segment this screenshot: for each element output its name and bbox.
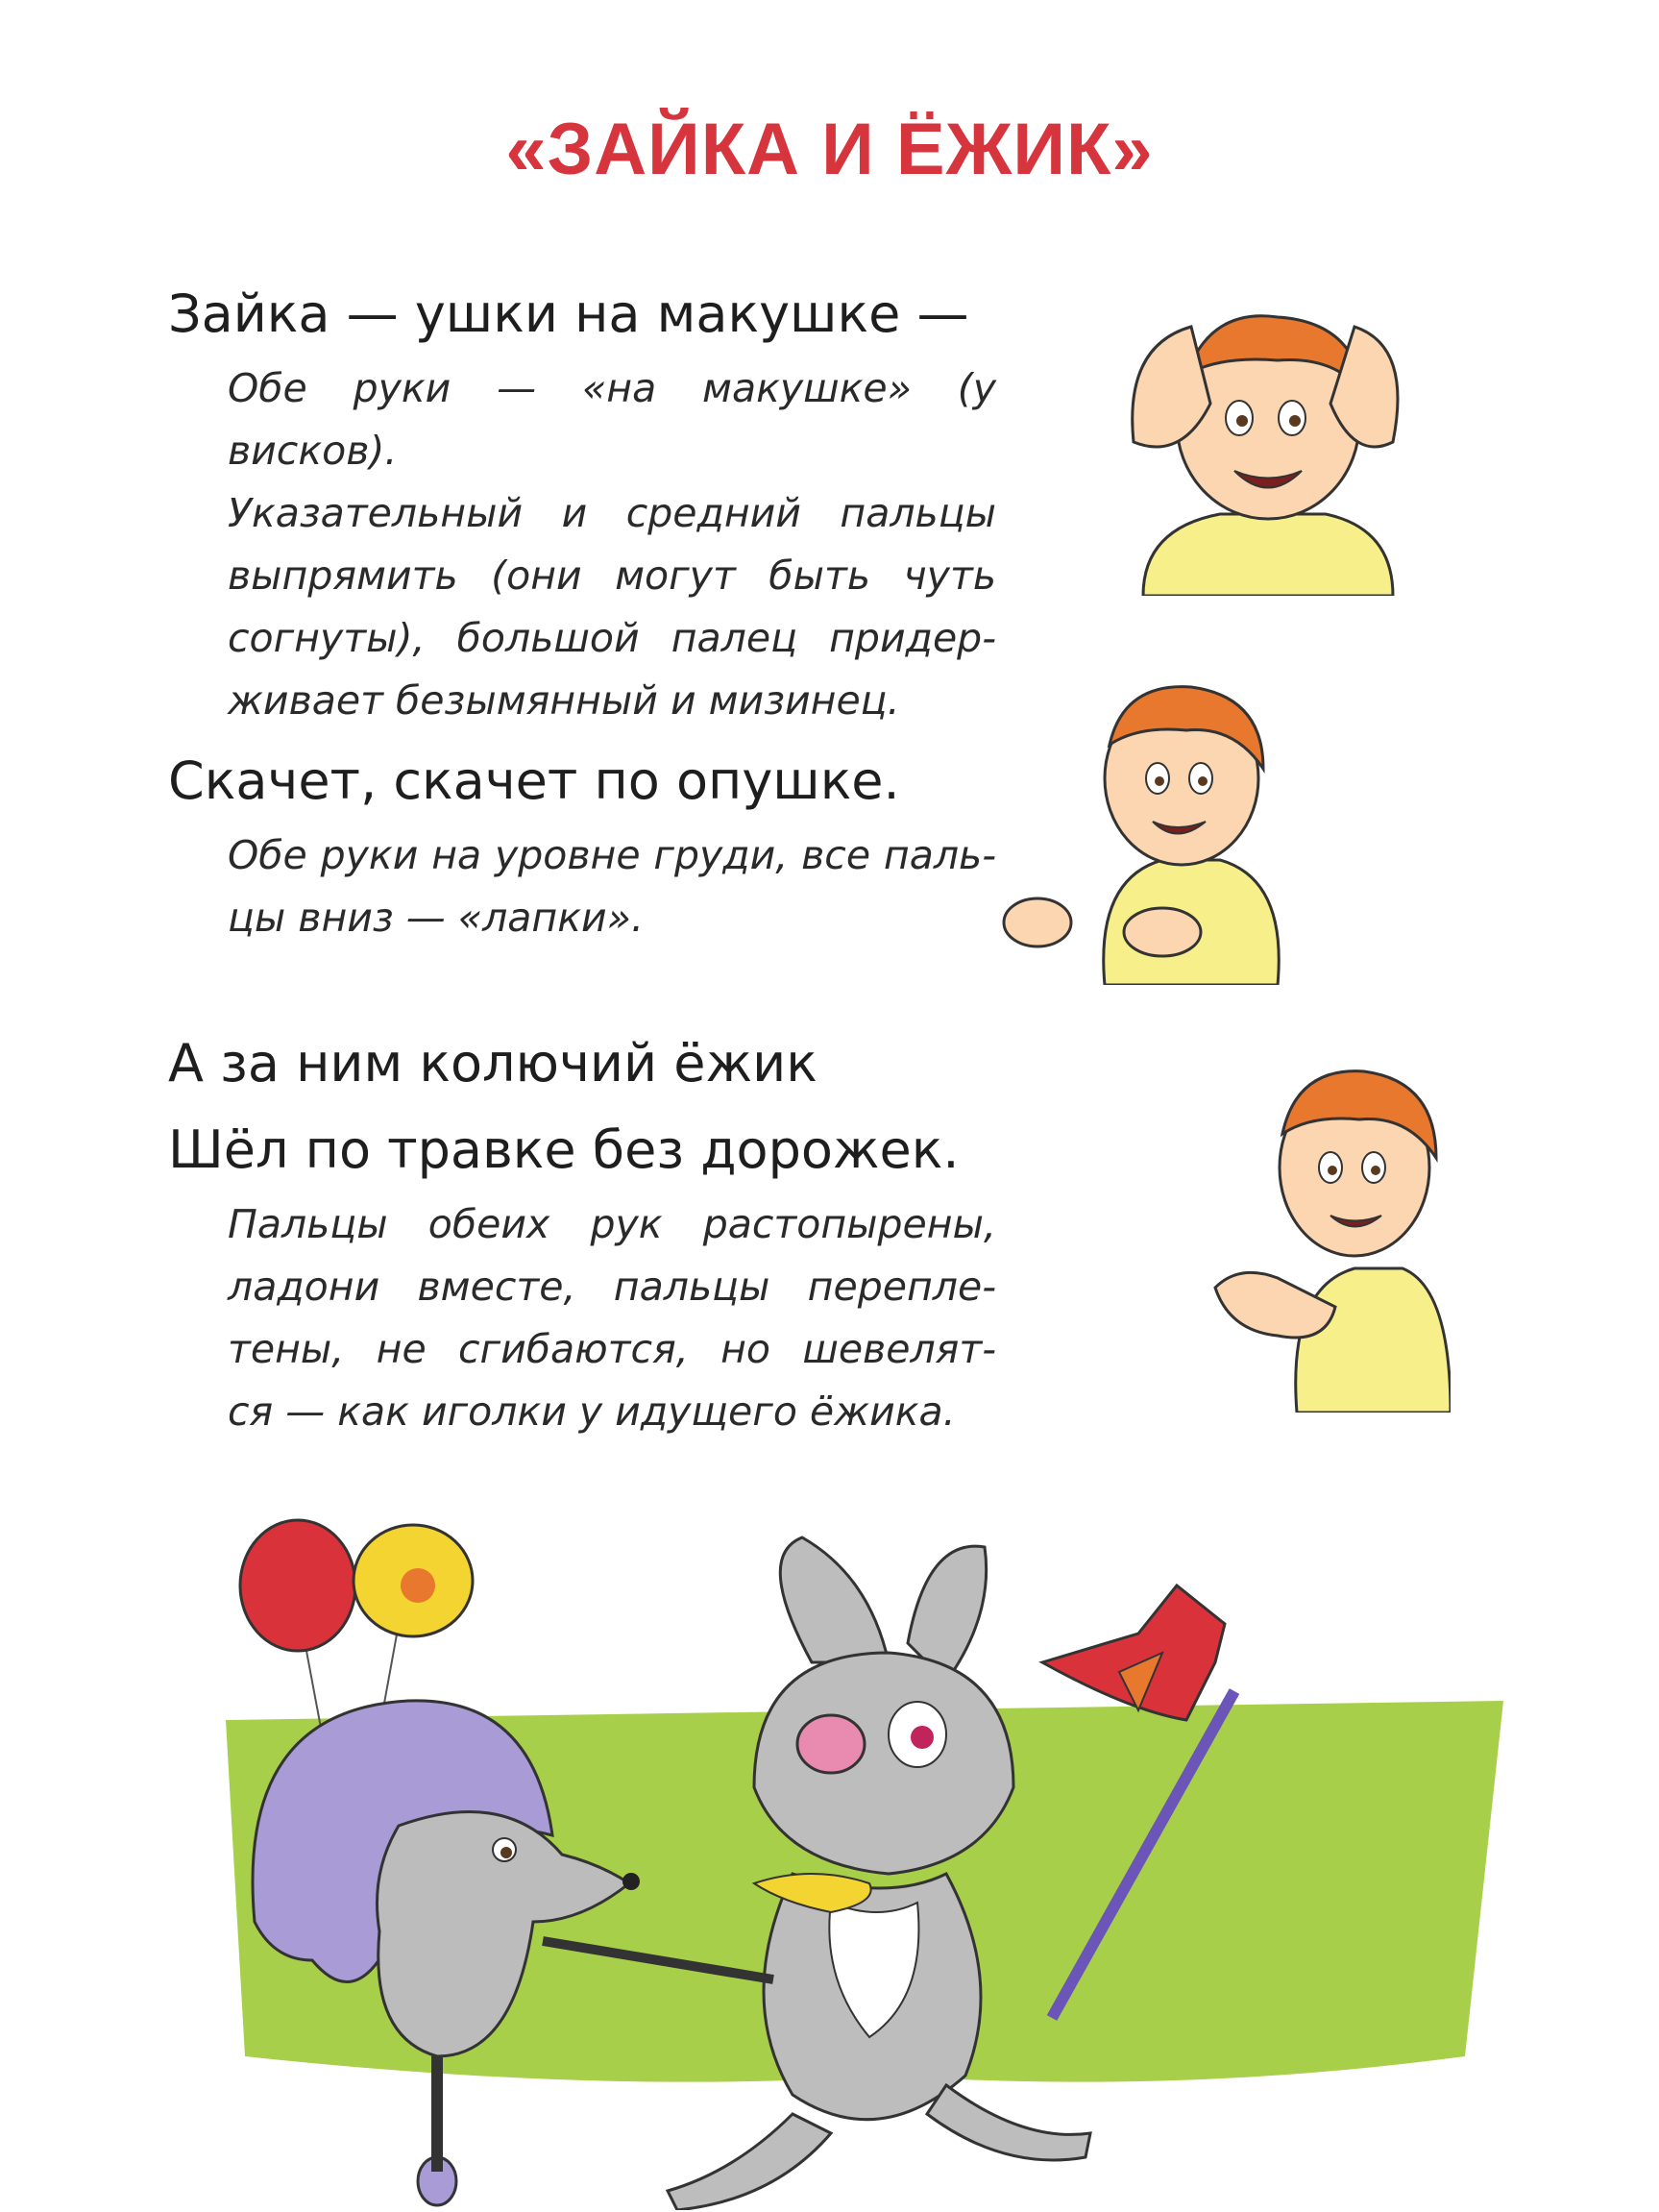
bunny-head bbox=[754, 1653, 1013, 1874]
stanza-1 bbox=[168, 271, 1033, 732]
instruction-line: ладони вместе, пальцы переплe- bbox=[228, 1264, 996, 1310]
red-balloon bbox=[240, 1520, 355, 1651]
page-title: «ЗАЙКА И ЁЖИК» bbox=[505, 109, 1154, 190]
instruction-line: Указательный и средний пальцы bbox=[228, 490, 996, 536]
instruction-line: Пальцы обеих рук растопырены, bbox=[228, 1201, 996, 1247]
verse-line: Скачет, скачет по опушке. bbox=[168, 750, 900, 811]
instruction-text bbox=[228, 357, 996, 732]
instruction-line: живает безымянный и мизинец. bbox=[228, 677, 900, 724]
instruction-line: Обе руки — «на макушке» (у висков). bbox=[228, 365, 996, 474]
boy-hedgehog-hands-illustration bbox=[1210, 1057, 1451, 1413]
instruction-text bbox=[228, 1193, 996, 1443]
boy-bunny-ears-illustration bbox=[1105, 288, 1422, 596]
verse-line: Зайка — ушки на макушке — bbox=[168, 283, 969, 344]
hedgehog-and-bunny-illustration bbox=[216, 1518, 1503, 2210]
bunny-ear bbox=[780, 1537, 889, 1662]
stanza-2 bbox=[168, 738, 1033, 949]
instruction-line: тены, не сгибаются, но шевелят- bbox=[228, 1326, 996, 1372]
instruction-line: согнуты), большой палец придер- bbox=[228, 615, 996, 661]
verse-line: Шёл по травке без дорожек. bbox=[168, 1119, 960, 1180]
instruction-line: цы вниз — «лапки». bbox=[228, 895, 644, 941]
instruction-line: ся — как иголки у идущего ёжика. bbox=[228, 1389, 956, 1435]
verse-line: А за ним колючий ёжик bbox=[168, 1033, 817, 1094]
boy-paws-illustration bbox=[999, 677, 1316, 985]
stanza-3 bbox=[168, 1020, 1033, 1443]
instruction-line: Обе руки на уровне груди, все паль- bbox=[228, 832, 996, 878]
instruction-line: выпрямить (они могут быть чуть bbox=[228, 553, 996, 599]
instruction-text bbox=[228, 824, 996, 949]
